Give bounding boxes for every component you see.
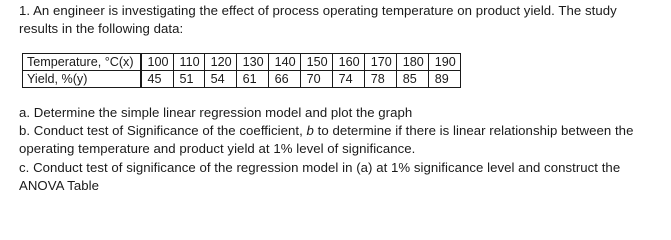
part-b-variable: b [306, 123, 314, 139]
question-parts [19, 104, 659, 195]
table-cell: 120 [204, 54, 236, 71]
table-cell: 89 [428, 71, 460, 88]
table-cell: 180 [396, 54, 428, 71]
table-cell: 66 [268, 71, 300, 88]
part-c: c. Conduct test of significance of the regression model in (a) at 1% significance level and construct the ANOVA Table [19, 159, 621, 193]
table-cell: 190 [428, 54, 460, 71]
table-cell: 140 [268, 54, 300, 71]
table-cell: 110 [173, 54, 204, 71]
table-cell: 130 [236, 54, 268, 71]
table-row-temperature [23, 54, 461, 71]
row-header-yield: Yield, %(y) [23, 71, 141, 88]
table-row-yield [23, 71, 461, 88]
question-intro: 1. An engineer is investigating the effect of process operating temperature on product yield. The study results in the following data: [19, 3, 617, 36]
table-cell: 78 [364, 71, 396, 88]
table-cell: 54 [204, 71, 236, 88]
table-cell: 160 [332, 54, 364, 71]
table-cell: 100 [141, 54, 174, 71]
part-b-text-end: to determine if there is linear relationship between the operating temperature and product yield at 1% level of significance. [19, 123, 634, 157]
table-cell: 85 [396, 71, 428, 88]
data-table [22, 53, 461, 88]
part-b-text-start: b. Conduct test of Significance of the coefficient, [19, 123, 307, 139]
table-cell: 45 [141, 71, 174, 88]
table-cell: 61 [236, 71, 268, 88]
table-cell: 150 [300, 54, 332, 71]
table-cell: 70 [300, 71, 332, 88]
part-b [19, 122, 659, 158]
table-cell: 74 [332, 71, 364, 88]
row-header-temperature: Temperature, °C(x) [23, 54, 141, 71]
table-cell: 51 [173, 71, 204, 88]
part-a: a. Determine the simple linear regression model and plot the graph [19, 105, 413, 120]
table-cell: 170 [364, 54, 396, 71]
